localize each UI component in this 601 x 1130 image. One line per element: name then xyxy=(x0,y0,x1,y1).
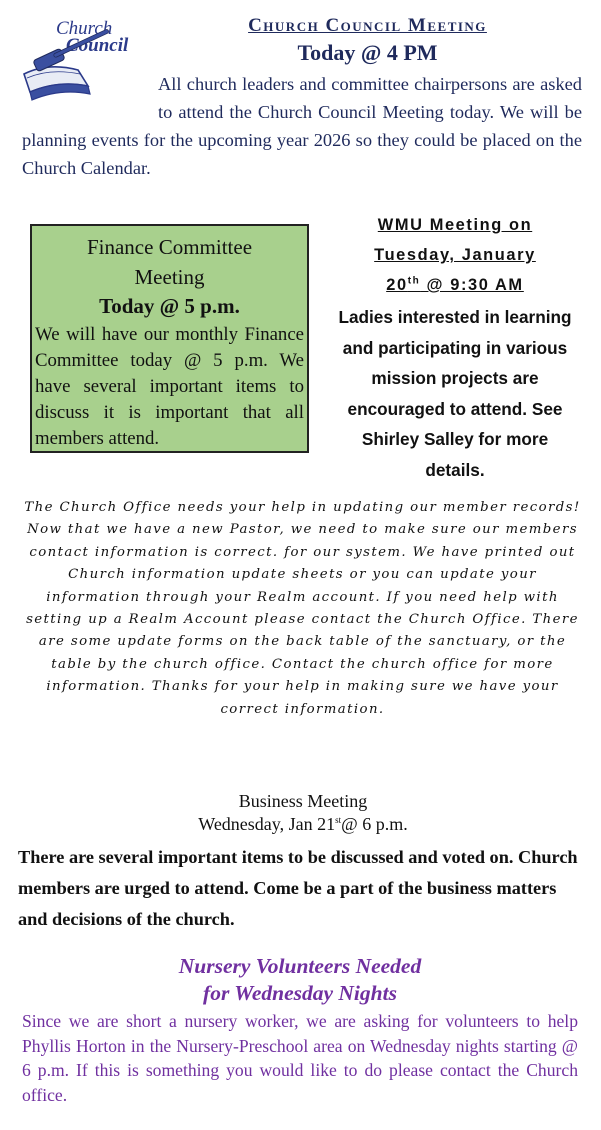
finance-committee-box xyxy=(30,224,309,453)
business-meeting-title: Business Meeting xyxy=(238,791,368,811)
nursery-title-line1: Nursery Volunteers Needed xyxy=(178,954,422,978)
business-meeting-time: Wednesday, Jan 21st@ 6 p.m. xyxy=(198,814,408,834)
logo-text-council: Council xyxy=(66,35,129,56)
nursery-title-line2: for Wednesday Nights xyxy=(203,981,397,1005)
finance-title xyxy=(35,232,304,292)
wmu-meeting-section xyxy=(330,210,580,485)
finance-time: Today @ 5 p.m. xyxy=(99,294,240,318)
council-meeting-time: Today @ 4 PM xyxy=(297,40,438,65)
church-council-section xyxy=(0,0,601,190)
church-office-body: The Church Office needs your help in updating our member records! Now that we have a new Pastor, we need to make sure our members contact information is correct. for our system. We have printed out Church information update sheets or you can update your information through your Realm account. If you need help with setting up a Realm Account please contact the Church Office. There are some update forms on the back table of the sanctuary, or the table by the church office. Contact the church office for more information. Thanks for your help in making sure we have your correct information. xyxy=(24,500,581,717)
council-meeting-body: All church leaders and committee chairpersons are asked to attend the Church Council Meeting today. We will be planning events for the upcoming year 2026 so they could be placed on the Church Calendar. xyxy=(22,74,582,178)
logo-text-church: Church xyxy=(56,18,113,39)
business-meeting-section xyxy=(18,790,588,935)
finance-title-line2: Meeting xyxy=(134,265,205,289)
council-meeting-text-block xyxy=(22,70,582,182)
wmu-heading-line1: WMU Meeting on xyxy=(377,216,533,234)
council-meeting-title: Church Council Meeting xyxy=(248,15,487,36)
church-office-notice xyxy=(20,497,585,721)
finance-title-line1: Finance Committee xyxy=(86,235,253,259)
business-day-suffix: st xyxy=(335,815,342,825)
finance-body: We will have our monthly Finance Committee today @ 5 p.m. We have several important items to discuss it is important that all members attend. xyxy=(35,324,304,449)
business-meeting-body: There are several important items to be discussed and voted on. Church members are urged to attend. Come be a part of the business matters and decisions of the church. xyxy=(18,847,578,929)
nursery-title xyxy=(22,953,578,1007)
wmu-day: 20 xyxy=(386,276,408,294)
wmu-time: @ 9:30 AM xyxy=(420,276,524,294)
nursery-volunteers-section xyxy=(22,953,578,1107)
wmu-heading-line3 xyxy=(330,270,580,300)
wmu-body: Ladies interested in learning and participating in various mission projects are encouraged to attend. See Shirley Salley for more details. xyxy=(338,307,572,480)
wmu-day-suffix: th xyxy=(407,275,421,287)
wmu-heading-line2: Tuesday, January xyxy=(374,246,536,264)
nursery-body: Since we are short a nursery worker, we are asking for volunteers to help Phyllis Horton in the Nursery-Preschool area on Wednesday nights starting @ 6 p.m. If this is something you would like to do please contact the Church office. xyxy=(22,1011,578,1105)
